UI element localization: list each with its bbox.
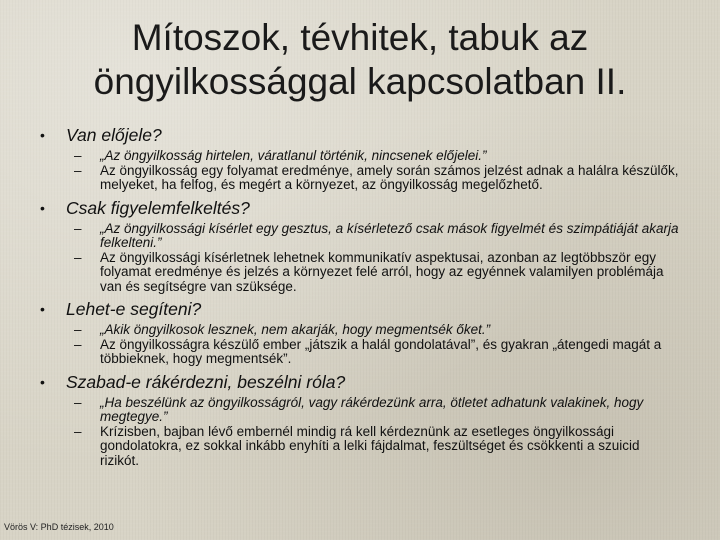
- sub-item-text: Krízisben, bajban lévő embernél mindig rá kell kérdeznünk az esetleges öngyilkossági gondolatokra, ez sokkal inkább enyhíti a lelki fájdalmat, feszültséget és csökkenti a szuicid rizikót.: [100, 423, 640, 468]
- bullet-heading: [40, 299, 680, 319]
- bullet-heading-text: Lehet-e segíteni?: [66, 299, 202, 319]
- slide-content: [40, 125, 680, 473]
- section-szabad-e-rakerdezni: [40, 372, 680, 469]
- sub-item-text: „Ha beszélünk az öngyilkosságról, vagy rákérdezünk arra, ötletet adhatunk valakinek, hogy megtegye.”: [100, 394, 644, 424]
- slide-title: [0, 16, 720, 104]
- dash-icon: –: [74, 423, 82, 439]
- bullet-heading: [40, 372, 680, 392]
- sub-item: [74, 425, 680, 469]
- dash-icon: –: [74, 220, 82, 236]
- slide-title-line-1: Mítoszok, tévhitek, tabuk az: [131, 17, 589, 58]
- bullet-heading: [40, 125, 680, 145]
- dash-icon: –: [74, 336, 82, 352]
- bullet-dot-icon: •: [40, 127, 45, 143]
- slide-title-line-2: öngyilkossággal kapcsolatban II.: [93, 61, 627, 102]
- dash-icon: –: [74, 394, 82, 410]
- sub-item: [74, 164, 680, 193]
- bullet-heading-text: Szabad-e rákérdezni, beszélni róla?: [66, 371, 346, 392]
- sub-item-text: „Az öngyilkosság hirtelen, váratlanul történik, nincsenek előjelei.”: [100, 148, 487, 163]
- sub-item-text: „Akik öngyilkosok lesznek, nem akarják, hogy megmentsék őket.”: [100, 322, 491, 337]
- sub-item: [74, 251, 680, 295]
- bullet-heading-text: Van előjele?: [66, 125, 162, 145]
- sub-item: [74, 338, 680, 367]
- dash-icon: –: [74, 322, 82, 337]
- bullet-dot-icon: •: [40, 373, 45, 390]
- sub-item: [74, 149, 680, 164]
- sub-item-text: Az öngyilkosságra készülő ember „játszik a halál gondolatával”, és gyakran „átengedi magát a többieknek, hogy megmentsék”.: [100, 336, 662, 366]
- bullet-heading-text: Csak figyelemfelkeltés?: [66, 197, 250, 218]
- dash-icon: –: [74, 148, 82, 163]
- bullet-dot-icon: •: [40, 199, 45, 216]
- bullet-heading: [40, 198, 680, 218]
- sub-item-text: „Az öngyilkossági kísérlet egy gesztus, a kísérletező csak mások figyelmét és szimpátiáját akarja felkelteni.”: [100, 220, 679, 250]
- bullet-dot-icon: •: [40, 301, 45, 317]
- sub-item: [74, 222, 680, 251]
- sub-item: [74, 396, 680, 425]
- sub-item-text: Az öngyilkosság egy folyamat eredménye, amely során számos jelzést adnak a halálra készülők, melyeket, ha felfog, és megért a környezet, az öngyilkosság megelőzhető.: [100, 162, 679, 192]
- section-csak-figyelemfelkeltes: [40, 198, 680, 295]
- dash-icon: –: [74, 162, 82, 178]
- footer-citation: Vörös V: PhD tézisek, 2010: [4, 522, 114, 532]
- section-van-elojele: [40, 125, 680, 193]
- sub-item-text: Az öngyilkossági kísérletnek lehetnek kommunikatív aspektusai, azonban az legtöbbször egy folyamat eredménye és jelzés a környezet felé arról, hogy az egyénnek valamilyen problémája van és segítségre van szüksége.: [100, 249, 664, 294]
- sub-item: [74, 323, 680, 338]
- section-lehet-e-segiteni: [40, 299, 680, 367]
- dash-icon: –: [74, 249, 82, 265]
